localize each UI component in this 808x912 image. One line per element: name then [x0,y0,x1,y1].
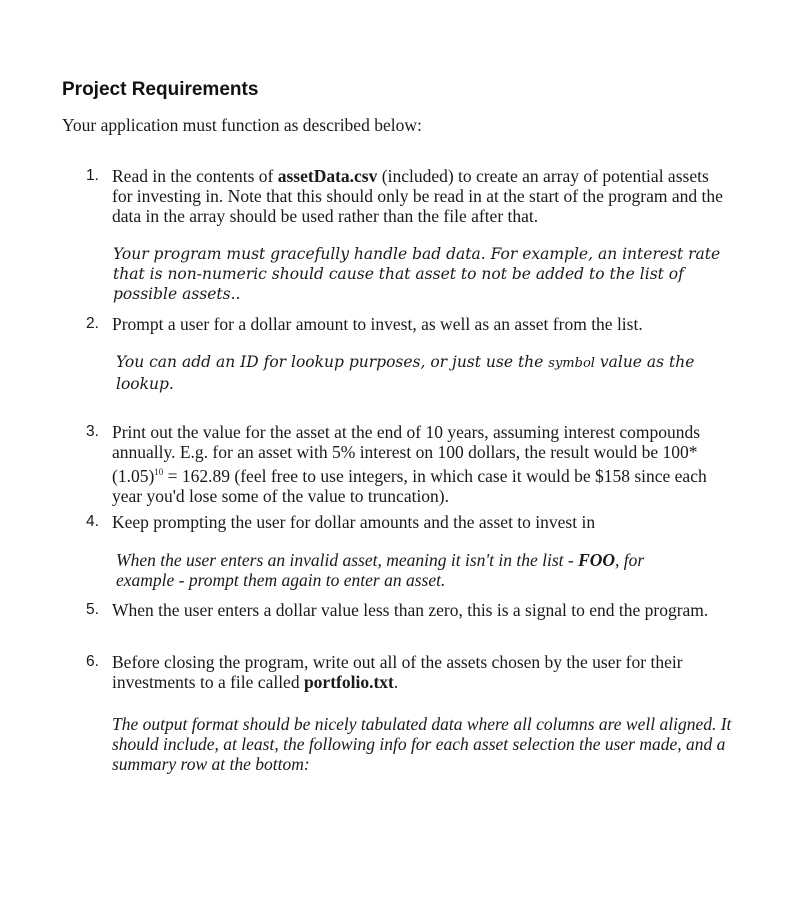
filename-assetdata: assetData.csv [277,166,378,186]
note-invalid-asset: When the user enters an invalid asset, meaning it isn't in the list - FOO, for example - prompt them again to enter an asset. [116,550,645,590]
item-text: Read in the contents of assetData.csv (included) to create an array of potential assets for investing in. Note that this should only be read in at the start of the program and the data in the array should be used rather than the file after that. [112,166,723,226]
item-number: 1. [86,167,99,184]
symbol-keyword: symbol [548,356,595,371]
item-text: Before closing the program, write out all of the assets chosen by the user for their investments to a file called portfolio.txt. [112,652,683,692]
item-number: 2. [86,315,99,332]
item-text: Keep prompting the user for dollar amounts and the asset to invest in [112,512,596,532]
item-text: Print out the value for the asset at the end of 10 years, assuming interest compounds annually. E.g. for an asset with 5% interest on 100 dollars, the result would be $100*(1.05)^{10} = 162.89$ (feel free to use integers, in which case it would be $158 since each year you'd lose some of the value to truncation). [112,422,707,506]
item-text: Prompt a user for a dollar amount to invest, as well as an asset from the list. [112,314,643,334]
note-lookup: You can add an ID for lookup purposes, or just use the symbol value as the lookup. [116,353,695,393]
note-bad-data: Your program must gracefully handle bad data. For example, an interest rate that is non-numeric should cause that asset to not be added to the list of possible assets.. [113,245,721,303]
example-foo: FOO [578,550,616,570]
item-number: 3. [86,423,99,440]
note-output-format: The output format should be nicely tabulated data where all columns are well aligned. It should include, at least, the following info for each asset selection the user made, and a summary row at the bottom: [112,714,732,774]
item-number: 6. [86,653,99,670]
filename-portfolio: portfolio.txt [303,672,394,692]
section-heading: Project Requirements [62,79,259,100]
item-number: 4. [86,513,99,530]
item-text: When the user enters a dollar value less than zero, this is a signal to end the program. [112,600,709,620]
item-number: 5. [86,601,99,618]
intro-text: Your application must function as described below: [62,115,422,135]
exponent: 10 [154,467,164,477]
